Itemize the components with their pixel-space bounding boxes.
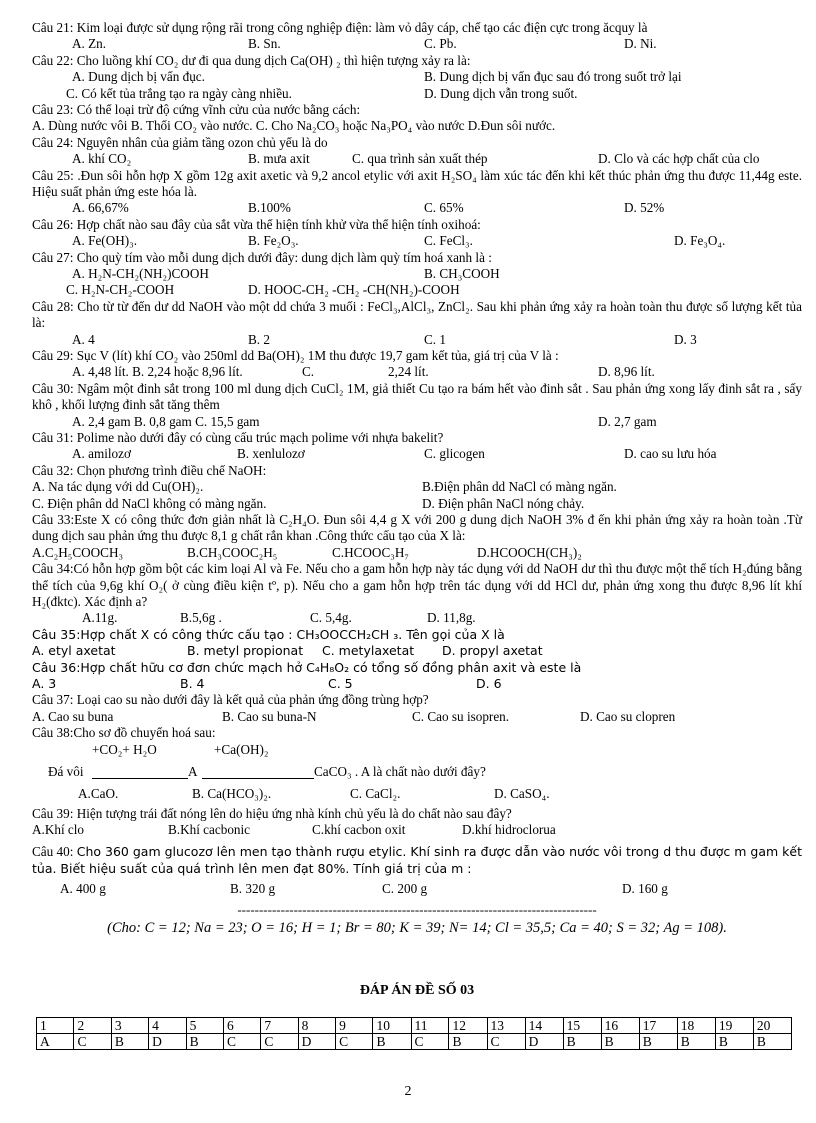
answer-number-cell: 1 [37, 1017, 74, 1033]
option-c: C. Pb. [424, 36, 457, 52]
option-a: A.C₂H₅COOCH₃ [32, 544, 124, 560]
option-d: D. 3 [674, 331, 697, 347]
option-b: B. CH₃COOH [424, 266, 500, 281]
option-c: C. H₂N-CH₂-COOH [66, 282, 175, 298]
option-b: B.100% [248, 200, 291, 216]
answer-letter-cell: B [186, 1033, 223, 1049]
option-b: B. metyl propionat [187, 643, 304, 659]
option-d: D. propyl axetat [442, 643, 543, 659]
reagent-1: +CO₂+ H₂O [92, 741, 157, 757]
options-27-ab [32, 266, 802, 282]
option-c: C. CaCl₂. [350, 785, 401, 801]
options-27-cd [32, 282, 802, 298]
answer-number-cell: 18 [677, 1017, 715, 1033]
option-d: D. 52% [624, 200, 665, 216]
options-33 [32, 545, 802, 561]
answer-number-row [37, 1017, 792, 1033]
question-40 [32, 844, 802, 877]
option-c: C. 5,4g. [310, 610, 352, 626]
option-a: A. 4 [72, 331, 95, 347]
option-a: A. Dung dịch bị vẩn đục. [72, 69, 205, 85]
option-a: A. 66,67% [72, 200, 129, 216]
question-22: Câu 22: Cho luồng khí CO₂ dư đi qua dung dịch Ca(OH) ₂ thì hiện tượng xảy ra là: [32, 52, 471, 68]
option-c: C. Cao su isopren. [412, 708, 510, 724]
options-25 [32, 200, 802, 216]
question-30: Câu 30: Ngâm một đinh sắt trong 100 ml dung dịch CuCl₂ 1M, giả thiết Cu tạo ra bám hết vào đinh sắt . Sau phản ứng xong lấy đinh sắt ra , sấy khô , khối lượng đinh sắt tăng thêm [32, 380, 802, 413]
option-a: A. Na tác dụng với dd Cu(OH)₂. [32, 479, 204, 495]
option-d: D. HOOC-CH₂ -CH₂ -CH(NH₂)-COOH [248, 282, 460, 298]
answer-letter-cell: B [715, 1033, 753, 1049]
option-c: C. qua trình sản xuất thép [352, 151, 488, 167]
reagent-2: +Ca(OH)₂ [214, 741, 269, 757]
options-22-cd [32, 86, 802, 102]
option-a: A. H₂N-CH₂(NH₂)COOH [72, 266, 209, 281]
separator-line: ----------------------------------------------------------------------------------- [237, 901, 597, 917]
question-25: Câu 25: .Đun sôi hỗn hợp X gồm 12g axit axetic và 9,2 ancol etylic với axit H₂SO₄ làm xúc tác đến khi kết thúc phản ứng thu được 11,44g este. Hiệu suất phản ứng este hóa là. [32, 167, 802, 199]
answer-letter-cell: C [336, 1033, 373, 1049]
option-d: D.HCOOCH(CH₃)₂ [477, 544, 582, 560]
answer-letter-cell: D [298, 1033, 335, 1049]
answer-key-title: ĐÁP ÁN ĐỀ SỐ 03 [359, 982, 475, 998]
answer-number-cell: 10 [373, 1017, 411, 1033]
option-c: C. Điện phân dd NaCl không có màng ngăn. [32, 495, 267, 511]
answer-letter-cell: B [111, 1033, 148, 1049]
option-c: C. FeCl₃. [424, 233, 473, 249]
option-b: B. Dung dịch bị vẩn đục sau đó trong suốt trở lại [424, 69, 682, 85]
question-23: Câu 23: Có thể loại trừ độ cứng vĩnh cửu của nước bằng cách: [32, 101, 361, 117]
option-a: A. 3 [32, 675, 57, 691]
option-d: D. Dung dịch vẫn trong suốt. [424, 85, 578, 101]
question-27: Câu 27: Cho quỳ tím vào mỗi dung dịch dưới đây: dung dịch làm quỳ tím hoá xanh là : [32, 249, 492, 265]
question-34: Câu 34:Có hỗn hợp gồm bột các kim loại Al và Fe. Nếu cho a gam hỗn hợp này tác dụng với dd NaOH dư thì thu được một thể tích H₂đúng bằng thể tích của 9,6g khí O₂( ở cùng điều kiện tº, p). Nếu cho a gam hỗn hợp trên tác dụng với dd HCl dư, phản ứng xong thu được 8,96 lít khí H₂(đktc). Xác định a? [32, 561, 802, 609]
option-d: D. Ni. [624, 36, 657, 52]
option-b: B.5,6g . [180, 610, 222, 626]
answer-number-cell: 14 [525, 1017, 563, 1033]
option-a: A. amilozơ [72, 446, 131, 462]
options-29 [32, 364, 802, 380]
option-b: B. Cao su buna-N [222, 708, 317, 724]
options-40 [32, 881, 802, 897]
options-35 [32, 643, 802, 659]
answer-letter-cell: B [449, 1033, 487, 1049]
answer-number-cell: 5 [186, 1017, 223, 1033]
question-24: Câu 24: Nguyên nhân của giảm tầng ozon chủ yếu là do [32, 134, 328, 150]
answer-number-cell: 9 [336, 1017, 373, 1033]
answer-letter-cell: C [223, 1033, 260, 1049]
question-40-label: Câu 40: [32, 844, 74, 860]
options-30 [32, 414, 802, 430]
option-a: A. Zn. [72, 36, 107, 52]
option-d: D. 8,96 lít. [598, 364, 655, 380]
option-b: B. mưa axit [248, 151, 310, 167]
option-a: A. 400 g [60, 881, 106, 897]
question-35: Câu 35:Hợp chất X có công thức cấu tạo : CH₃OOCCH₂CH ₃. Tên gọi của X là [32, 626, 505, 642]
option-d: D. CaSO₄. [494, 785, 550, 801]
option-b: B. Fe₂O₃. [248, 233, 299, 249]
options-32-ab [32, 479, 802, 495]
option-d: D. 6 [476, 675, 502, 691]
answer-letter-cell: B [563, 1033, 601, 1049]
option-c: C. 1 [424, 331, 446, 347]
option-a: A. etyl axetat [32, 643, 116, 659]
option-b: B.CH₃COOC₂H₅ [187, 544, 278, 560]
options-24 [32, 151, 802, 167]
answer-letter-cell: B [373, 1033, 411, 1049]
option-d: D. Điện phân NaCl nóng chảy. [422, 495, 585, 511]
option-c-value: 2,24 lít. [388, 364, 429, 380]
options-21 [32, 36, 802, 52]
options-22-ab [32, 69, 802, 85]
question-29: Câu 29: Sục V (lít) khí CO₂ vào 250ml dd Ba(OH)₂ 1M thu được 19,7 gam kết tủa, giá trị của V là : [32, 347, 559, 363]
answer-letter-row [37, 1033, 792, 1049]
option-d: D. Fe₃O₄. [674, 233, 726, 249]
option-d: D.khí hidroclorua [462, 821, 556, 837]
answer-letter-cell: D [525, 1033, 563, 1049]
option-c: C. [302, 364, 315, 380]
answer-letter-cell: C [487, 1033, 525, 1049]
answer-number-cell: 20 [753, 1017, 791, 1033]
answer-letter-cell: B [677, 1033, 715, 1049]
answer-number-cell: 11 [411, 1017, 449, 1033]
option-a: A. Cao su buna [32, 708, 114, 724]
options-34 [32, 610, 802, 626]
question-39: Câu 39: Hiện tượng trái đất nóng lên do hiệu ứng nhà kính chủ yếu là do chất nào sau đây? [32, 805, 512, 821]
option-c: C. metylaxetat [322, 643, 415, 659]
answer-number-cell: 7 [261, 1017, 298, 1033]
option-b: B. 320 g [230, 881, 276, 897]
question-36: Câu 36:Hợp chất hữu cơ đơn chức mạch hở C₄H₈O₂ có tổng số đồng phân axit và este là [32, 659, 582, 675]
page-number: 2 [404, 1084, 412, 1099]
option-a: A.Khí clo [32, 821, 85, 837]
option-b: B. 4 [180, 675, 205, 691]
option-c: C. 200 g [382, 881, 428, 897]
options-32-cd [32, 496, 802, 512]
answer-letter-cell: C [74, 1033, 111, 1049]
answer-letter-cell: C [261, 1033, 298, 1049]
option-b: B.Điện phân dd NaCl có màng ngăn. [422, 479, 617, 495]
arrow-2 [202, 778, 314, 779]
options-28 [32, 332, 802, 348]
answer-number-cell: 15 [563, 1017, 601, 1033]
answer-number-cell: 3 [111, 1017, 148, 1033]
exam-page [32, 20, 802, 1050]
answer-number-cell: 13 [487, 1017, 525, 1033]
arrow-1 [92, 778, 188, 779]
option-a: A. Fe(OH)₃. [72, 233, 138, 249]
option-d: D. cao su lưu hóa [624, 446, 717, 462]
question-21: Câu 21: Kim loại được sử dụng rộng rãi trong công nghiệp điện: làm vỏ dây cáp, chế tạo các điện cực trong ăcquy là [32, 20, 648, 35]
option-d: D. Cao su clopren [580, 708, 676, 724]
option-b: B. Ca(HCO₃)₂. [192, 785, 272, 801]
option-d: D. 160 g [622, 881, 668, 897]
answer-number-cell: 4 [149, 1017, 186, 1033]
option-d: D. 11,8g. [427, 610, 476, 626]
atomic-mass-note: (Cho: C = 12; Na = 23; O = 16; H = 1; Br = 80; K = 39; N= 14; Cl = 35,5; Ca = 40; S = 32; Ag = 108). [107, 919, 727, 936]
option-c: C. Có kết tủa trắng tạo ra ngày càng nhiều. [66, 85, 292, 101]
option-c: C. 5 [328, 675, 353, 691]
start-substance: Đá vôi [48, 763, 84, 779]
option-c: C.khí cacbon oxit [312, 821, 406, 837]
options-37 [32, 709, 802, 725]
question-33: Câu 33:Este X có công thức đơn giản nhất là C₂H₄O. Đun sôi 4,4 g X với 200 g dung dịch NaOH 3% đ ến khi phản ứng xảy ra hoàn toàn .Từ dung dịch sau phản ứng thu được 8,1 g chất rắn khan .Công thức cấu tạo của X là: [32, 511, 802, 544]
conversion-diagram [32, 742, 802, 806]
answer-number-cell: 16 [601, 1017, 639, 1033]
option-a: A. khí CO₂ [72, 151, 132, 167]
intermediate-a: A [188, 763, 198, 779]
option-c: C. 65% [424, 200, 464, 216]
option-d: D. 2,7 gam [598, 413, 657, 429]
answer-key-table [36, 1017, 792, 1050]
option-b: B. xenlulozơ [237, 446, 305, 462]
option-b: B. 2 [248, 331, 270, 347]
end-substance: CaCO₃ . A là chất nào dưới đây? [314, 763, 486, 779]
options-31 [32, 446, 802, 462]
options-26 [32, 233, 802, 249]
answer-number-cell: 17 [639, 1017, 677, 1033]
answer-number-cell: 12 [449, 1017, 487, 1033]
answer-letter-cell: B [753, 1033, 791, 1049]
option-ab: A. 4,48 lít. B. 2,24 hoặc 8,96 lít. [72, 364, 243, 380]
answer-letter-cell: D [149, 1033, 186, 1049]
answer-number-cell: 8 [298, 1017, 335, 1033]
option-c: C. glicogen [424, 446, 485, 462]
answer-number-cell: 2 [74, 1017, 111, 1033]
options-23: A. Dùng nước vôi B. Thổi CO₂ vào nước. C. Cho Na₂CO₃ hoặc Na₃PO₄ vào nước D.Đun sôi nước. [32, 118, 556, 134]
options-36 [32, 676, 802, 692]
option-a: A.CaO. [78, 785, 119, 801]
question-38: Câu 38:Cho sơ đồ chuyển hoá sau: [32, 725, 216, 741]
option-b: B.Khí cacbonic [168, 821, 251, 837]
option-c: C.HCOOC₃H₇ [332, 544, 409, 560]
question-37: Câu 37: Loại cao su nào dưới đây là kết quả của phản ứng đồng trùng hợp? [32, 692, 429, 708]
answer-letter-cell: C [411, 1033, 449, 1049]
question-31: Câu 31: Polime nào dưới đây có cùng cấu trúc mạch polime với nhựa bakelit? [32, 429, 444, 445]
options-39 [32, 822, 802, 838]
question-28: Câu 28: Cho từ từ đến dư dd NaOH vào một dd chứa 3 muối : FeCl₃,AlCl₃, ZnCl₂. Sau khi phản ứng xảy ra hoàn toàn thu được số lượng kết tủa là: [32, 298, 802, 331]
question-32: Câu 32: Chọn phương trình điều chế NaOH: [32, 462, 267, 478]
answer-number-cell: 19 [715, 1017, 753, 1033]
option-a: A.11g. [82, 610, 118, 626]
answer-number-cell: 6 [223, 1017, 260, 1033]
answer-letter-cell: B [601, 1033, 639, 1049]
option-d: D. Clo và các hợp chất của clo [598, 151, 760, 167]
option-abc: A. 2,4 gam B. 0,8 gam C. 15,5 gam [72, 413, 260, 429]
question-40-stem: Cho 360 gam glucozơ lên men tạo thành rượu etylic. Khí sinh ra được dẫn vào nước vôi trong d thu được m gam kết tủa. Biết hiệu suất của quá trình lên men đạt 80%. Tính giá trị của m : [32, 844, 802, 876]
answer-letter-cell: B [639, 1033, 677, 1049]
answer-letter-cell: A [37, 1033, 74, 1049]
question-26: Câu 26: Hợp chất nào sau đây của sắt vừa thể hiện tính khử vừa thể hiện tính oxihoá: [32, 216, 481, 232]
option-b: B. Sn. [248, 36, 281, 52]
